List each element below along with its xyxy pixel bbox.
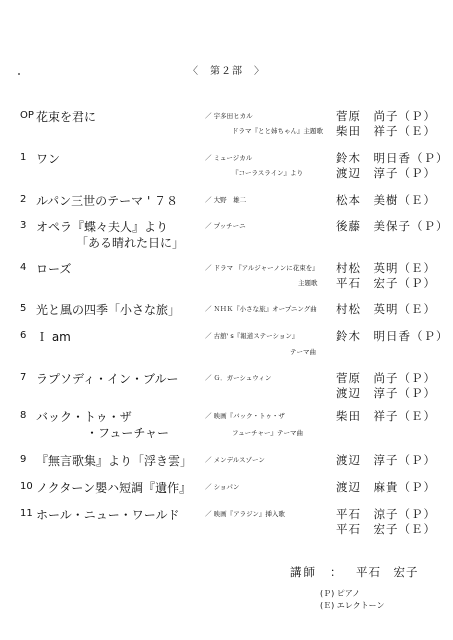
item-note: ／ Ｇ．ガーシュウィン (205, 374, 272, 382)
item-note: ／ 映画『バック・トゥ・ザ (205, 412, 285, 420)
item-note: ／ ミュージカル (205, 154, 253, 162)
item-note: テーマ曲 (290, 348, 316, 356)
item-note: ／ ドラマ 『アルジャーノンに花束を』 (205, 264, 319, 272)
item-note: ／ 大野 雄二 (205, 196, 247, 204)
instructor-label: 講師 (290, 565, 317, 579)
performer: 菅原 尚子（Ｐ） (336, 109, 436, 123)
item-title: ルパン三世のテーマ ' ７８ (36, 194, 179, 208)
item-number: 4 (20, 262, 27, 273)
item-number: 5 (20, 303, 27, 314)
item-title: ワン (36, 152, 61, 166)
item-note: ドラマ『とと姉ちゃん』主題歌 (232, 127, 323, 135)
item-title: 『無言歌集』より「浮き雲」 (36, 454, 193, 468)
item-note: ／ 映画『アラジン』挿入歌 (205, 510, 285, 518)
performer: 村松 英明（Ｅ） (336, 302, 436, 316)
item-note: ／ ショパン (205, 483, 240, 491)
item-title: Ｉ am (36, 330, 71, 344)
item-note: ／ プッチーニ (205, 222, 246, 230)
item-number: 8 (20, 410, 27, 421)
performer: 鈴木 明日香（Ｐ） (336, 151, 449, 165)
performer: 柴田 祥子（Ｅ） (336, 409, 436, 423)
item-note: ／ 宇多田ヒカル (205, 112, 253, 120)
item-note: ／ 古舘' s『報道ステーション』 (205, 332, 299, 340)
item-number: 7 (20, 372, 27, 383)
item-number: 2 (20, 194, 27, 205)
item-number: 10 (20, 481, 33, 492)
instructor-colon: ： (330, 565, 342, 579)
item-title: 光と風の四季「小さな旅」 (36, 303, 181, 317)
section-header: 〈 第２部 〉 (188, 66, 265, 77)
legend-piano: (Ｐ) ピアノ (320, 589, 361, 598)
item-number: 9 (20, 454, 27, 465)
performer: 鈴木 明日香（Ｐ） (336, 329, 449, 343)
item-title: バック・トゥ・ザ (36, 410, 132, 424)
performer: 渡辺 淳子（Ｐ） (336, 166, 436, 180)
item-note: 主題歌 (298, 279, 318, 287)
performer: 渡辺 淳子（Ｐ） (336, 453, 436, 467)
performer: 後藤 美保子（Ｐ） (336, 219, 449, 233)
item-number: 3 (20, 220, 27, 231)
legend-electone: (Ｅ) エレクトーン (320, 601, 385, 610)
item-title: ホール・ニュー・ワールド (36, 508, 180, 522)
performer: 平石 涼子（Ｐ） (336, 507, 436, 521)
item-title: オペラ『蝶々夫人』より (36, 220, 169, 234)
item-title: ラプソディ・イン・ブルー (36, 372, 179, 386)
item-note: ／ ＮＨＫ『小さな旅』オープニング曲 (205, 305, 317, 313)
item-title: ノクターン嬰ハ短調『遺作』 (36, 481, 192, 495)
performer: 渡辺 麻貴（Ｐ） (336, 480, 436, 494)
performer: 平石 宏子（Ｐ） (336, 276, 436, 290)
item-title: 花束を君に (36, 110, 97, 124)
performer: 村松 英明（Ｅ） (336, 261, 436, 275)
item-title: 「ある晴れた日に」 (76, 236, 185, 250)
page-mark (18, 73, 20, 75)
performer: 平石 宏子（Ｅ） (336, 522, 436, 536)
item-number: OP (20, 110, 34, 121)
item-title: ローズ (36, 262, 72, 276)
performer: 柴田 祥子（Ｅ） (336, 124, 436, 138)
performer: 渡辺 淳子（Ｐ） (336, 386, 436, 400)
item-number: 1 (20, 152, 27, 163)
performer: 松本 美樹（Ｅ） (336, 193, 436, 207)
item-note: ／ メンデルスゾーン (205, 456, 265, 464)
item-number: 6 (20, 330, 27, 341)
item-title: ・フューチャー (86, 426, 170, 440)
item-note: フューチャー』テーマ曲 (232, 429, 303, 437)
item-note: 『コーラスライン』より (232, 169, 304, 177)
item-number: 11 (20, 508, 33, 519)
performer: 菅原 尚子（Ｐ） (336, 371, 436, 385)
instructor-name: 平石 宏子 (356, 565, 419, 579)
